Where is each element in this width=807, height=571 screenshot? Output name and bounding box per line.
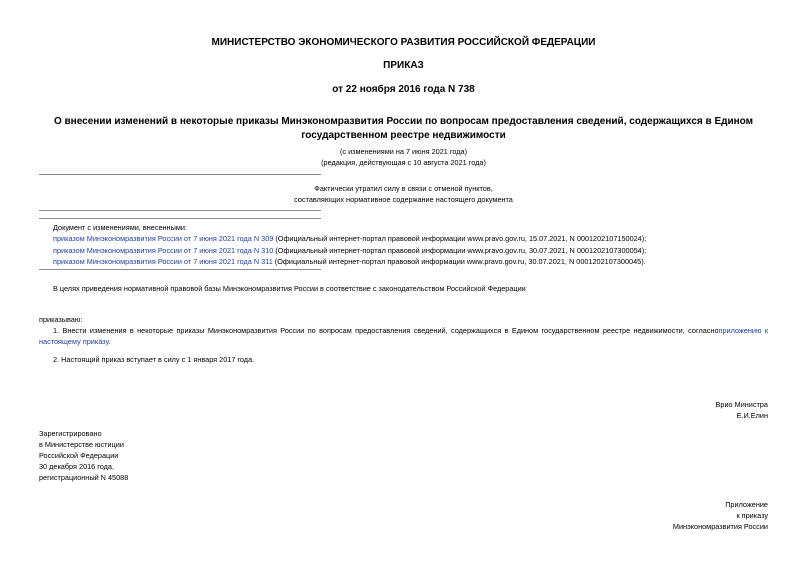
divider [39,174,321,175]
order-item-1-text: 1. Внести изменения в некоторые приказы Минэкономразвития России по вопросам предоставления сведений, содержащихся в Едином государственном реестре недвижимости, согласно [53,326,719,335]
edition-status: (редакция, действующая с 10 августа 2021 года) [321,158,486,167]
order-item-2: 2. Настоящий приказ вступает в силу с 1 января 2017 года. [53,355,255,364]
divider [39,218,321,219]
signatory-name: Е.И.Елин [736,411,768,420]
appendix-link[interactable]: приложению к настоящему приказу [39,326,769,346]
amended-status: (с изменениями на 7 июня 2021 года) [339,147,468,156]
amendment-source: (Официальный интернет-портал правовой информации www.pravo.gov.ru, 30.07.2021, N 0001202107300045). [272,256,646,266]
registration-block [39,428,128,483]
divider [39,269,321,270]
validity-note-line-2: составляющих нормативное содержание настоящего документа [294,195,513,204]
amendments-list [53,222,646,267]
order-item-1 [39,325,768,347]
divider [39,210,321,211]
amendments-intro: Документ с изменениями, внесенными: [53,223,187,232]
order-subject: О внесении изменений в некоторые приказы Минэкономразвития России по вопросам предоставления сведений, содержащихся в Едином государственном реестре недвижимости [53,116,754,141]
amendment-item [53,256,646,267]
amendment-link[interactable]: приказом Минэкономразвития России от 7 июня 2021 года N 311 [53,256,273,266]
order-item-1-end: . [108,337,111,346]
amendment-link[interactable]: приказом Минэкономразвития России от 7 июня 2021 года N 309 [53,234,274,244]
appendix-header [673,499,768,532]
registration-line: 30 декабря 2016 года, [39,462,115,471]
amendment-link[interactable]: приказом Минэкономразвития России от 7 июня 2021 года N 310 [53,245,274,255]
registration-line: Зарегистрировано [39,429,102,438]
registration-line: регистрационный N 45088 [39,473,129,482]
registration-line: в Министерстве юстиции [39,440,124,449]
registration-line: Российской Федерации [39,451,119,460]
validity-note-line-1: Фактически утратил силу в связи с отменой пунктов, [314,184,493,193]
order-date-number: от 22 ноября 2016 года N 738 [332,84,475,95]
appendix-line: Минэкономразвития России [672,522,768,531]
signatory-position: Врио Министра [715,400,768,409]
amendment-item [53,233,646,244]
document-type: ПРИКАЗ [383,60,424,71]
amendment-item [53,245,646,256]
appendix-line: к приказу [736,511,768,520]
ministry-name: МИНИСТЕРСТВО ЭКОНОМИЧЕСКОГО РАЗВИТИЯ РОССИЙСКОЙ ФЕДЕРАЦИИ [211,37,596,48]
amendment-source: (Официальный интернет-портал правовой информации www.pravo.gov.ru, 30.07.2021, N 0001202107300054); [273,245,647,255]
preamble: В целях приведения нормативной правовой базы Минэкономразвития России в соответствие с законодательством Российской Федерации [53,284,526,293]
appendix-line: Приложение [725,500,768,509]
amendment-source: (Официальный интернет-портал правовой информации www.pravo.gov.ru, 15.07.2021, N 0001202107150024); [273,234,647,244]
order-word: приказываю: [39,315,83,324]
